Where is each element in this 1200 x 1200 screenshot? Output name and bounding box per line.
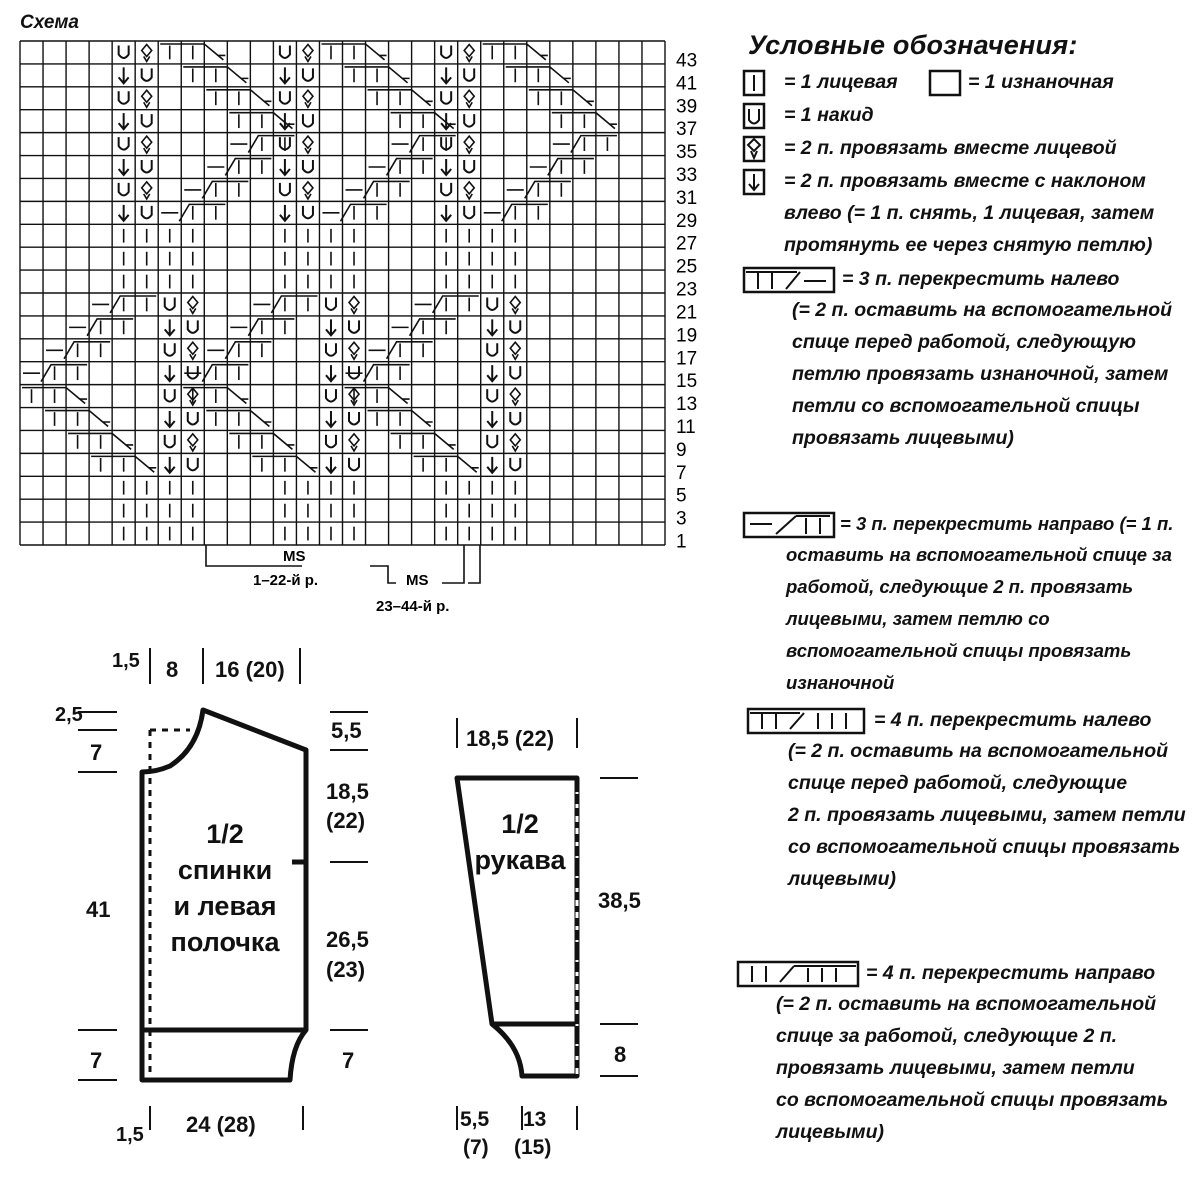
- k2tog-symbol: [303, 44, 313, 61]
- legend-purl: = 1 изнаночная: [968, 71, 1114, 93]
- yarn-over-symbol: [510, 412, 520, 425]
- cross4-left-line-2: спице перед работой, следующие: [788, 772, 1128, 794]
- cross4-right-line-2: спице за работой, следующие 2 п.: [776, 1025, 1118, 1047]
- legend-cross4-right-title: = 4 п. перекрестить направо: [866, 962, 1156, 984]
- chart-grid: [20, 41, 665, 545]
- ssk-symbol: [165, 365, 175, 381]
- legend-cross3-right-title: = 3 п. перекрестить направо (= 1 п.: [840, 513, 1174, 534]
- k2tog-symbol: [464, 182, 474, 199]
- k2tog-symbol: [464, 44, 474, 61]
- cross3-right-line-1: оставить на вспомогательной спице за: [786, 544, 1172, 565]
- yarn-over-symbol: [280, 91, 290, 104]
- cross4-right-line-5: лицевыми): [776, 1121, 885, 1143]
- sleeve-label-line-1: 1/2: [501, 809, 539, 839]
- yarn-over-symbol: [303, 114, 313, 127]
- k2tog-symbol: [303, 136, 313, 153]
- ssk-symbol: [326, 319, 336, 335]
- k2tog-symbol: [349, 434, 359, 451]
- row-number: 37: [676, 119, 698, 141]
- ssk-symbol: [280, 113, 290, 129]
- yarn-over-symbol: [349, 320, 359, 333]
- ssk-symbol: [165, 411, 175, 427]
- row-number: 35: [676, 142, 698, 164]
- yarn-over-symbol: [487, 343, 497, 356]
- row-number: 23: [676, 279, 698, 301]
- ssk-symbol: [441, 113, 451, 129]
- row-number: 25: [676, 256, 698, 278]
- k2tog-symbol: [142, 182, 152, 199]
- row-number: 29: [676, 210, 698, 232]
- ssk-symbol: [280, 159, 290, 175]
- yarn-over-symbol: [119, 183, 129, 196]
- cross3-left-legend-icon: [744, 268, 834, 292]
- k2tog-symbol: [188, 342, 198, 359]
- row-number: 1: [676, 531, 687, 553]
- ssk-symbol: [487, 411, 497, 427]
- cross3-right-line-5: изнаночной: [786, 672, 895, 693]
- row-number: 17: [676, 348, 698, 370]
- back-label-line-1: 1/2: [206, 819, 244, 849]
- yarn-over-symbol: [464, 114, 474, 127]
- sleeve-label-line-2: рукава: [474, 845, 566, 875]
- sleeve-dim-bottom-7: (7): [463, 1136, 489, 1159]
- row-number: 39: [676, 96, 698, 118]
- yarn-over-symbol: [464, 160, 474, 173]
- yarn-over-symbol: [142, 68, 152, 81]
- yarn-over-symbol: [349, 458, 359, 471]
- yarn-over-symbol: [188, 412, 198, 425]
- k2tog-symbol: [142, 136, 152, 153]
- ssk-symbol: [280, 67, 290, 83]
- ms-brackets: [206, 545, 480, 583]
- legend-title: Условные обозначения:: [748, 30, 1078, 60]
- yarn-over-symbol: [119, 91, 129, 104]
- k2tog-symbol: [510, 388, 520, 405]
- yarn-over-symbol: [441, 183, 451, 196]
- cross4-right-line-3: провязать лицевыми, затем петли: [776, 1057, 1135, 1079]
- ssk-symbol: [119, 159, 129, 175]
- ms1-rows: 1–22-й р.: [253, 572, 319, 589]
- ssk-symbol: [119, 205, 129, 221]
- back-dim-top-16: 16 (20): [215, 657, 285, 682]
- ssk-symbol: [441, 205, 451, 221]
- k2tog-symbol: [510, 434, 520, 451]
- k2tog-symbol: [510, 296, 520, 313]
- legend-ssk-1: = 2 п. провязать вместе с наклоном: [784, 170, 1146, 192]
- back-dim-bottom-24: 24 (28): [186, 1112, 256, 1137]
- ms2-bracket-right: [468, 545, 480, 583]
- back-dim-right-26-5: 26,5: [326, 927, 369, 952]
- sleeve-dim-top-width: 18,5 (22): [466, 726, 555, 751]
- legend-cross4-right-desc: [776, 988, 1168, 1148]
- ms2-bracket-part: [442, 545, 464, 583]
- row-number: 3: [676, 508, 687, 530]
- yarn-over-symbol: [326, 297, 336, 310]
- sleeve-dim-bottom-15: (15): [514, 1136, 552, 1159]
- cross4-left-line-5: лицевыми): [788, 868, 897, 890]
- sleeve-dim-bottom-13: 13: [523, 1108, 547, 1131]
- back-label-line-3: и левая: [173, 891, 277, 921]
- k2tog-symbol: [303, 182, 313, 199]
- k2tog-symbol: [510, 342, 520, 359]
- row-number: 5: [676, 485, 687, 507]
- yarn-over-symbol: [487, 297, 497, 310]
- back-dim-right-22: (22): [326, 808, 366, 833]
- cross4-left-line-4: со вспомогательной спицы провязать: [788, 836, 1181, 858]
- k2tog-symbol: [188, 296, 198, 313]
- knit-legend-icon: [744, 71, 764, 95]
- yarn-over-symbol: [280, 183, 290, 196]
- back-dim-right-5-5: 5,5: [331, 718, 362, 743]
- back-dim-bottom-1-5: 1,5: [116, 1124, 144, 1146]
- yarn-over-symbol: [280, 45, 290, 58]
- cross4-right-legend-icon: [738, 962, 858, 986]
- row-number: 33: [676, 165, 698, 186]
- sleeve-dim-right-8: 8: [614, 1042, 627, 1067]
- back-dim-right-23: (23): [326, 957, 366, 982]
- cross4-left-line-3: 2 п. провязать лицевыми, затем петли: [788, 804, 1186, 826]
- row-numbers: [676, 50, 697, 552]
- cross3-left-line-3: петлю провязать изнаночной, затем: [792, 363, 1169, 385]
- yarn-over-symbol: [142, 160, 152, 173]
- row-number: 9: [676, 439, 687, 461]
- legend-cross4-left-title: = 4 п. перекрестить налево: [874, 709, 1152, 731]
- back-dim-top-1-5: 1,5: [112, 650, 140, 672]
- cross3-left-line-2: спице перед работой, следующую: [792, 331, 1136, 353]
- yarn-over-symbol: [303, 68, 313, 81]
- row-number: 31: [676, 187, 698, 209]
- yarn-over-symbol: [303, 160, 313, 173]
- row-number: 19: [676, 325, 698, 347]
- yarn-over-symbol: [165, 297, 175, 310]
- legend-ssk-2: влево (= 1 п. снять, 1 лицевая, затем: [784, 202, 1155, 224]
- k2tog-symbol: [142, 90, 152, 107]
- yarn-over-symbol: [487, 435, 497, 448]
- back-dim-right-18-5: 18,5: [326, 779, 369, 804]
- cross3-right-line-2: работой, следующие 2 п. провязать: [786, 576, 1134, 597]
- legend-cross3-left-desc: [792, 294, 1172, 454]
- k2tog-symbol: [142, 44, 152, 61]
- yarn-over-symbol: [119, 137, 129, 150]
- ssk-symbol: [487, 365, 497, 381]
- legend-knit: = 1 лицевая: [784, 71, 898, 93]
- cross4-right-line-4: со вспомогательной спицы провязать: [776, 1089, 1169, 1111]
- legend-cross3-right-desc: [786, 539, 1172, 699]
- k2tog-symbol: [464, 136, 474, 153]
- yarn-over-symbol: [510, 458, 520, 471]
- ms1-label: MS: [283, 548, 306, 565]
- back-dim-top-8: 8: [166, 657, 179, 682]
- yarn-over-symbol: [487, 389, 497, 402]
- ssk-symbol: [165, 457, 175, 473]
- yarn-over-symbol: [165, 389, 175, 402]
- yarn-over-symbol: [464, 68, 474, 81]
- cross3-left-line-4: петли со вспомогательной спицы: [792, 395, 1140, 417]
- yarn-over-symbol: [119, 45, 129, 58]
- back-dim-left-7-bottom: 7: [90, 1048, 103, 1073]
- scheme-title: Схема: [20, 12, 80, 33]
- ssk-symbol: [441, 67, 451, 83]
- k2tog-symbol: [188, 434, 198, 451]
- k2tog-symbol: [349, 342, 359, 359]
- ms2-rows: 23–44-й р.: [376, 598, 450, 615]
- yarn-over-symbol: [142, 206, 152, 219]
- ssk-symbol: [441, 159, 451, 175]
- ms2-label: MS: [406, 572, 429, 589]
- row-number: 7: [676, 462, 687, 484]
- back-dim-left-7-top: 7: [90, 740, 103, 765]
- cross3-right-line-4: вспомогательной спицы провязать: [786, 640, 1132, 661]
- legend-ssk-3: протянуть ее через снятую петлю): [784, 234, 1153, 256]
- cross4-left-legend-icon: [748, 709, 864, 733]
- yarn-over-symbol: [188, 320, 198, 333]
- ssk-symbol: [326, 411, 336, 427]
- row-number: 27: [676, 233, 698, 255]
- ssk-symbol: [326, 457, 336, 473]
- row-number: 11: [676, 417, 696, 438]
- sleeve-dim-right-38-5: 38,5: [598, 888, 641, 913]
- sleeve-pattern-label: [470, 806, 570, 878]
- sleeve-pattern-drawing: [457, 718, 638, 1130]
- yarn-over-symbol: [464, 206, 474, 219]
- ssk-symbol: [165, 319, 175, 335]
- ssk-symbol: [280, 205, 290, 221]
- yarn-over-symbol: [441, 91, 451, 104]
- back-label-line-4: полочка: [170, 927, 280, 957]
- back-dim-left-2-5: 2,5: [55, 704, 83, 726]
- purl-legend-icon: [930, 71, 960, 95]
- yarn-over-symbol: [326, 435, 336, 448]
- ssk-legend-icon: [744, 170, 764, 194]
- ssk-symbol: [119, 67, 129, 83]
- yarn-over-symbol: [510, 366, 520, 379]
- row-number: 21: [676, 302, 698, 324]
- yarn-over-symbol: [349, 412, 359, 425]
- row-number: 41: [676, 73, 698, 95]
- row-number: 43: [676, 50, 698, 72]
- k2tog-legend-icon: [744, 137, 764, 161]
- cross3-left-line-5: провязать лицевыми): [792, 427, 1014, 449]
- cross4-left-line-1: (= 2 п. оставить на вспомогательной: [788, 740, 1169, 762]
- sleeve-dim-bottom-5-5: 5,5: [460, 1108, 490, 1131]
- back-dim-right-7: 7: [342, 1048, 355, 1073]
- yarn-over-symbol: [165, 343, 175, 356]
- yarn-over-symbol: [326, 389, 336, 402]
- cross3-right-line-3: лицевыми, затем петлю со: [786, 608, 1050, 629]
- ms1-bracket-right: [370, 566, 396, 583]
- yarn-over-symbol: [326, 343, 336, 356]
- k2tog-symbol: [464, 90, 474, 107]
- ssk-symbol: [119, 113, 129, 129]
- k2tog-symbol: [303, 90, 313, 107]
- ssk-symbol: [487, 319, 497, 335]
- yarn-over-symbol: [510, 320, 520, 333]
- cross3-left-line-1: (= 2 п. оставить на вспомогательной: [792, 299, 1173, 321]
- legend-cross4-left-desc: [788, 735, 1186, 895]
- row-number: 15: [676, 371, 698, 393]
- legend-yarn-over: = 1 накид: [784, 104, 874, 126]
- back-dim-left-41: 41: [86, 897, 111, 922]
- back-label-line-2: спинки: [177, 855, 273, 885]
- cross4-right-line-1: (= 2 п. оставить на вспомогательной: [776, 993, 1157, 1015]
- yarn-over-symbol: [188, 458, 198, 471]
- cross3-right-legend-icon: [744, 513, 834, 537]
- yarn-over-symbol: [441, 45, 451, 58]
- yarn-over-legend-icon: [744, 104, 764, 128]
- row-number: 13: [676, 394, 698, 416]
- yarn-over-symbol: [303, 206, 313, 219]
- ssk-symbol: [326, 365, 336, 381]
- back-pattern-label: [160, 816, 290, 960]
- legend-k2tog: = 2 п. провязать вместе лицевой: [784, 137, 1117, 159]
- legend-cross3-left-title: = 3 п. перекрестить налево: [842, 268, 1120, 290]
- yarn-over-symbol: [142, 114, 152, 127]
- yarn-over-symbol: [165, 435, 175, 448]
- ssk-symbol: [487, 457, 497, 473]
- k2tog-symbol: [349, 296, 359, 313]
